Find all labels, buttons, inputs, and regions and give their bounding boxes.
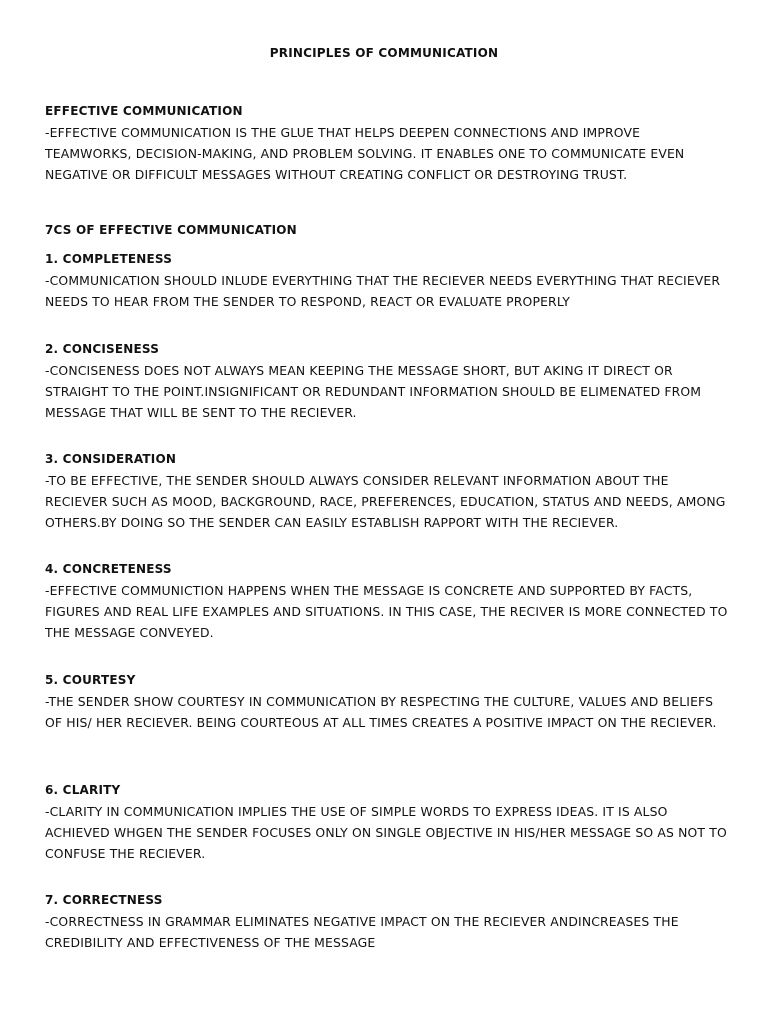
principle-heading-courtesy: 5. COURTESY — [45, 673, 136, 687]
principle-heading-completeness: 1. COMPLETENESS — [45, 252, 173, 266]
principle-text-completeness: -COMMUNICATION SHOULD INLUDE EVERYTHING THAT THE RECIEVER NEEDS EVERYTHING THAT RECIEVER NEEDS TO HEAR FROM THE SENDER TO RESPOND, REACT OR EVALUATE PROPERLY — [45, 273, 721, 309]
intro-heading: EFFECTIVE COMMUNICATION — [45, 104, 243, 118]
section-heading: 7CS OF EFFECTIVE COMMUNICATION — [45, 223, 297, 237]
principle-heading-correctness: 7. CORRECTNESS — [45, 893, 163, 907]
principle-text-concreteness: -EFFECTIVE COMMUNICTION HAPPENS WHEN THE MESSAGE IS CONCRETE AND SUPPORTED BY FACTS, FIGURES AND REAL LIFE EXAMPLES AND SITUATIONS. IN THIS CASE, THE RECIVER IS MORE CONNECTED TO THE MESSAGE CONVEYED. — [45, 583, 728, 640]
principle-text-clarity: -CLARITY IN COMMUNICATION IMPLIES THE USE OF SIMPLE WORDS TO EXPRESS IDEAS. IT IS ALSO ACHIEVED WHGEN THE SENDER FOCUSES ONLY ON SINGLE OBJECTIVE IN HIS/HER MESSAGE SO AS NOT TO CONFUSE THE RECIEVER. — [45, 804, 727, 861]
principle-text-courtesy: -THE SENDER SHOW COURTESY IN COMMUNICATION BY RESPECTING THE CULTURE, VALUES AND BELIEFS OF HIS/ HER RECIEVER. BEING COURTEOUS AT ALL TIMES CREATES A POSITIVE IMPACT ON THE RECIEVER. — [45, 694, 717, 730]
intro-paragraph: -EFFECTIVE COMMUNICATION IS THE GLUE THAT HELPS DEEPEN CONNECTIONS AND IMPROVE TEAMWORKS, DECISION-MAKING, AND PROBLEM SOLVING. IT ENABLES ONE TO COMMUNICATE EVEN NEGATIVE OR DIFFICULT MESSAGES WITHOUT CREATING CONFLICT OR DESTROYING TRUST. — [45, 125, 685, 182]
principle-heading-clarity: 6. CLARITY — [45, 783, 121, 797]
principle-heading-consideration: 3. CONSIDERATION — [45, 452, 177, 466]
principle-text-correctness: -CORRECTNESS IN GRAMMAR ELIMINATES NEGATIVE IMPACT ON THE RECIEVER ANDINCREASES THE CREDIBILITY AND EFFECTIVENESS OF THE MESSAGE — [45, 914, 679, 950]
principle-heading-conciseness: 2. CONCISENESS — [45, 342, 160, 356]
principle-heading-concreteness: 4. CONCRETENESS — [45, 562, 172, 576]
document-title: PRINCIPLES OF COMMUNICATION — [269, 46, 499, 60]
principle-text-consideration: -TO BE EFFECTIVE, THE SENDER SHOULD ALWAYS CONSIDER RELEVANT INFORMATION ABOUT THE RECIEVER SUCH AS MOOD, BACKGROUND, RACE, PREFERENCES, EDUCATION, STATUS AND NEEDS, AMONG OTHERS.BY DOING SO THE SENDER CAN EASILY ESTABLISH RAPPORT WITH THE RECIEVER. — [45, 473, 726, 530]
principle-text-conciseness: -CONCISENESS DOES NOT ALWAYS MEAN KEEPING THE MESSAGE SHORT, BUT AKING IT DIRECT OR STRAIGHT TO THE POINT.INSIGNIFICANT OR REDUNDANT INFORMATION SHOULD BE ELIMENATED FROM MESSAGE THAT WILL BE SENT TO THE RECIEVER. — [45, 363, 702, 420]
